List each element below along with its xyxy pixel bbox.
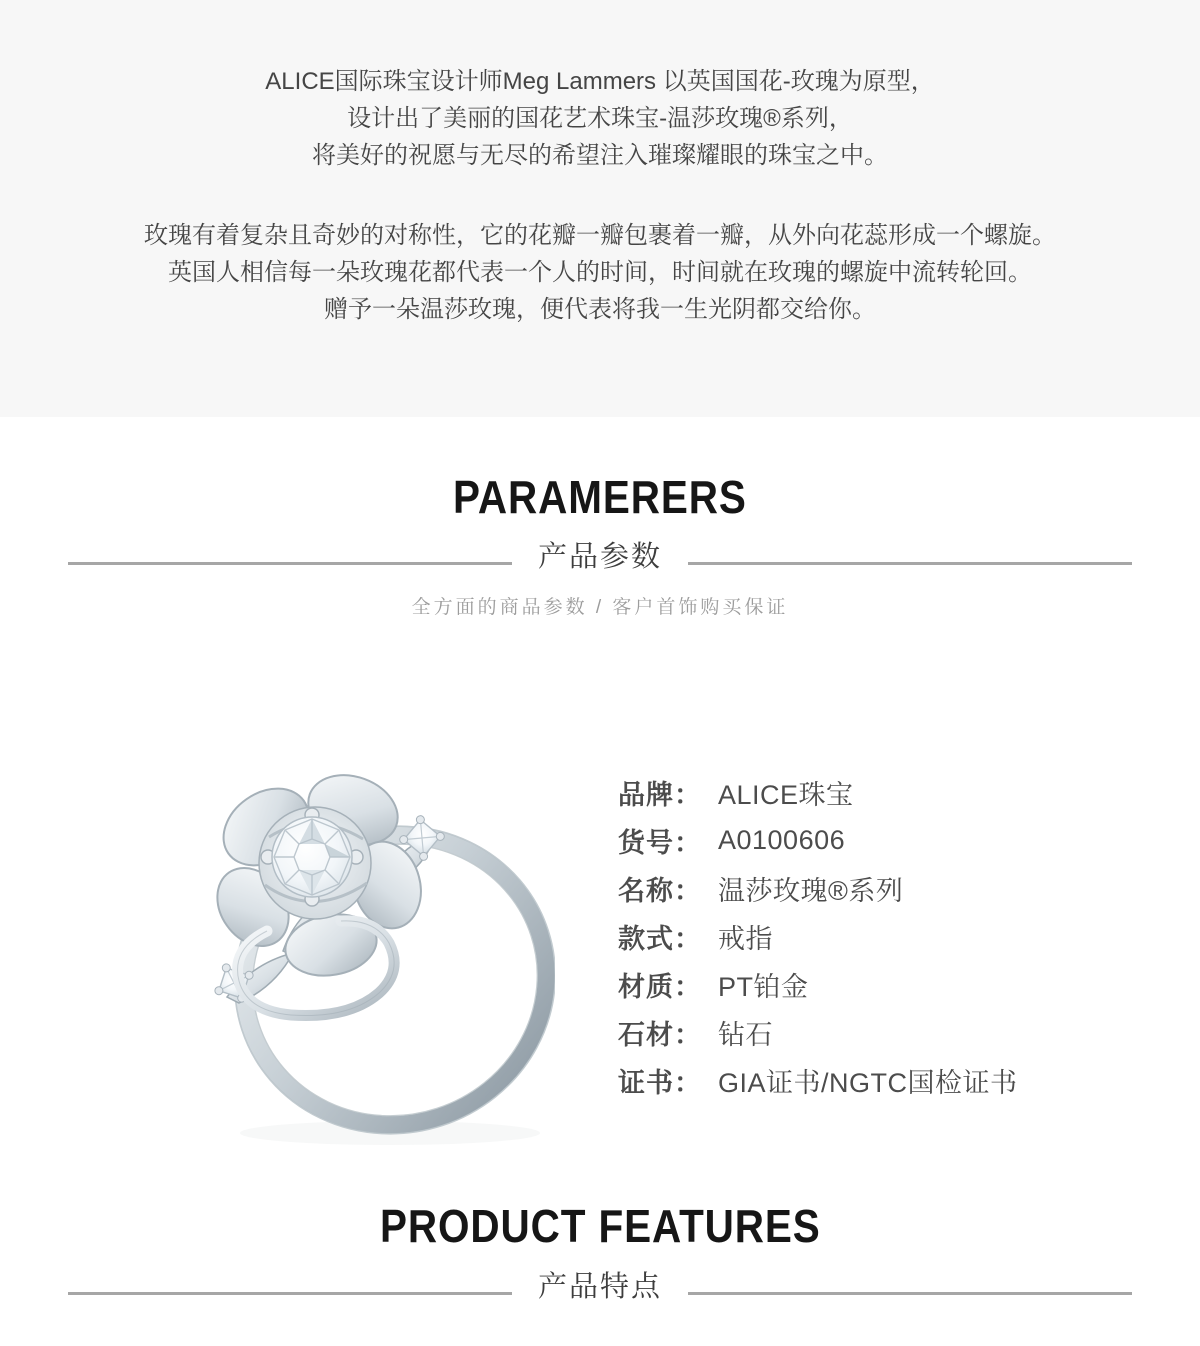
param-value: 戒指 [718,923,773,954]
param-row-name [618,864,1018,912]
param-value: 钻石 [718,1019,773,1050]
intro-paragraph-1 [0,63,1200,174]
parameters-subtitle: 全方面的商品参数 / 客户首饰购买保证 [411,597,789,618]
right-rule-line [688,1292,1132,1295]
intro-line: 将美好的祝愿与无尽的希望注入璀璨耀眼的珠宝之中。 [312,142,888,169]
parameters-title-cn: 产品参数 [538,540,663,573]
features-title-cn: 产品特点 [538,1270,663,1303]
param-row-material [618,960,1018,1008]
parameters-title-cn-row [68,542,1132,584]
param-row-sku [618,816,1018,864]
param-row-stone [618,1008,1018,1056]
right-rule-line [688,562,1132,565]
param-value: GIA证书/NGTC国检证书 [718,1067,1018,1098]
ring-illustration [135,735,555,1155]
param-value: 温莎玫瑰®系列 [718,875,904,906]
product-image-ring [135,735,555,1155]
features-title-en [0,1200,1200,1252]
parameters-title-text: PARAMERERS [453,471,747,523]
intro-paragraph-2 [0,217,1200,328]
left-rule-line [68,1292,512,1295]
features-title-cn-row [68,1272,1132,1314]
intro-line: 设计出了美丽的国花艺术珠宝-温莎玫瑰®系列， [347,105,853,132]
parameters-title-en [0,471,1200,523]
left-rule-line [68,562,512,565]
intro-line: ALICE国际珠宝设计师Meg Lammers 以英国国花-玫瑰为原型， [265,68,935,95]
intro-line: 英国人相信每一朵玫瑰花都代表一个人的时间，时间就在玫瑰的螺旋中流转轮回。 [168,259,1032,286]
intro-line: 赠予一朵温莎玫瑰，便代表将我一生光阴都交给你。 [324,296,876,323]
intro-line: 玫瑰有着复杂且奇妙的对称性，它的花瓣一瓣包裹着一瓣，从外向花蕊形成一个螺旋。 [144,222,1056,249]
param-row-brand [618,768,1018,816]
param-label: 证书： [618,1067,702,1098]
param-label: 材质： [618,971,702,1002]
param-label: 品牌： [618,779,702,810]
param-label: 货号： [618,827,702,858]
param-value: ALICE珠宝 [718,779,854,810]
param-row-certificate [618,1056,1018,1104]
center-diamond [272,817,352,897]
features-title-text: PRODUCT FEATURES [379,1200,821,1252]
param-label: 名称： [618,875,702,906]
param-row-style [618,912,1018,960]
parameters-list [618,768,1018,1104]
param-label: 石材： [618,1019,702,1050]
param-value: A0100606 [718,824,846,855]
param-value: PT铂金 [718,971,809,1002]
intro-section [0,0,1200,417]
param-label: 款式： [618,923,702,954]
